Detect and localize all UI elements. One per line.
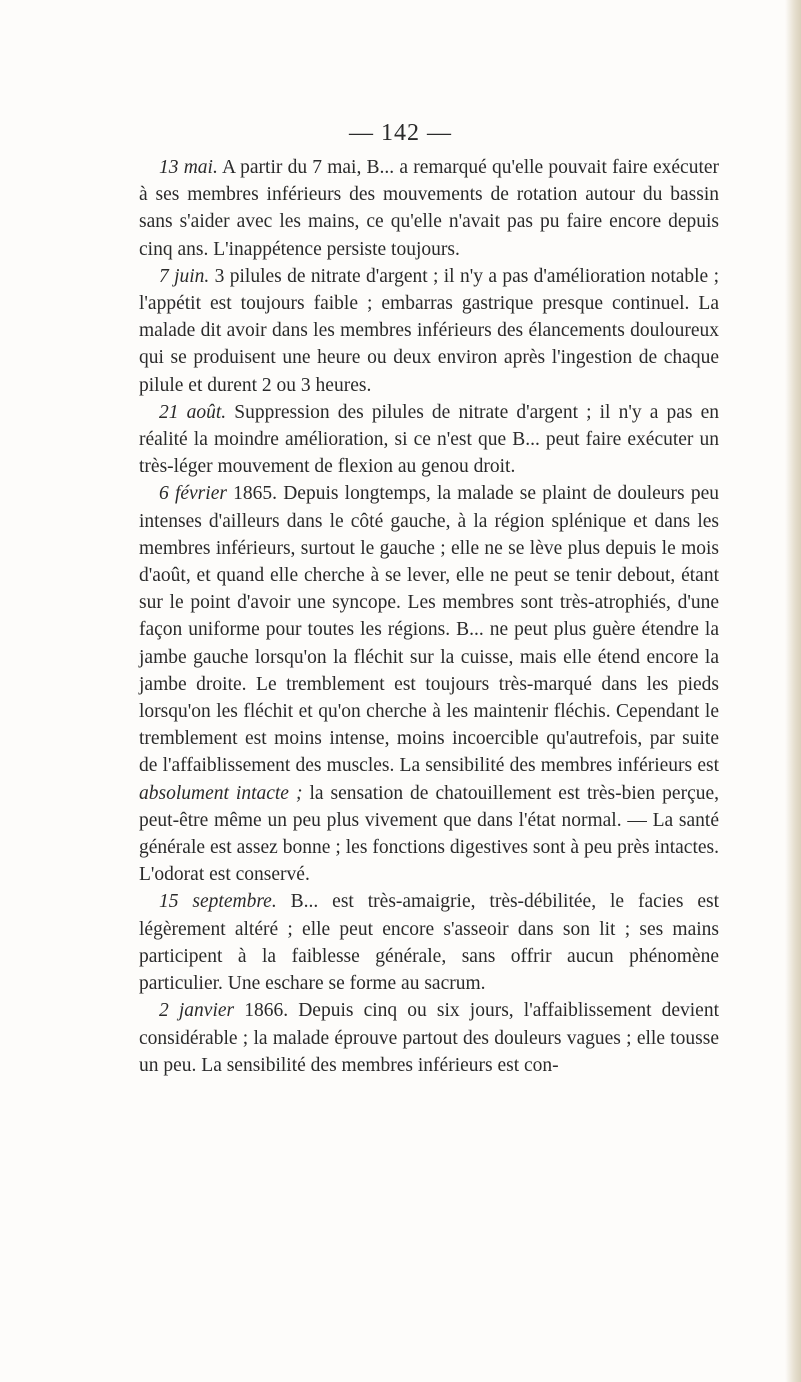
- entry-date: 15 septembre.: [159, 891, 277, 913]
- entry-text: 3 pilules de nitrate d'argent ; il n'y a pas d'amélioration notable ; l'appétit est toujours faible ; embarras gastrique presque continuel. La malade dit avoir dans les membres inférieurs des élancements douloureux qui se produisent une heure ou deux environ après l'ingestion de chaque pilule et durent 2 ou 3 heures.: [139, 265, 719, 396]
- entry-date: 13 mai.: [159, 157, 218, 178]
- paragraph-13-mai: [139, 154, 719, 263]
- entry-date: 6 février: [159, 483, 227, 505]
- page-edge: [785, 0, 801, 1382]
- entry-text: A partir du 7 mai, B... a remarqué qu'elle pouvait faire exécuter à ses membres inférieurs des mouvements de rotation autour du bassin sans s'aider avec les mains, ce qu'elle n'avait pas pu faire encore depuis cinq ans. L'inappétence persiste toujours.: [139, 157, 720, 260]
- entry-text: 1866. Depuis cinq ou six jours, l'affaiblissement devient considérable ; la malade éprouve partout des douleurs vagues ; elle tousse un peu. La sensibilité des membres inférieurs est con-: [139, 1000, 720, 1076]
- entry-text: Suppression des pilules de nitrate d'argent ; il n'y a pas en réalité la moindre amélioration, si ce n'est que B... peut faire exécuter un très-léger mouvement de flexion au genou droit.: [139, 401, 719, 478]
- paragraph-2-janvier: [139, 997, 719, 1079]
- paragraph-21-aout: [139, 399, 719, 481]
- body-text: [139, 128, 719, 1079]
- paragraph-6-fevrier: [139, 480, 719, 888]
- page-number: — 142 —: [349, 120, 452, 146]
- entry-text-continued: la sensation de chatouillement est très-bien perçue, peut-être même un peu plus vivement que dans l'état normal. — La santé générale est assez bonne ; les fonctions digestives sont à peu près intactes. L'odorat est conservé.: [139, 782, 719, 886]
- paragraph-15-septembre: [139, 888, 719, 997]
- entry-date: 7 juin.: [159, 265, 210, 287]
- entry-date: 21 août.: [159, 401, 227, 423]
- entry-text: 1865. Depuis longtemps, la malade se plaint de douleurs peu intenses d'ailleurs dans le côté gauche, à la région splénique et dans les membres inférieurs, surtout le gauche ; elle ne se lève plus depuis le mois d'août, et quand elle cherche à se lever, elle ne peut se tenir debout, étant sur le point d'avoir une syncope. Les membres sont très-atrophiés, d'une façon uniforme pour toutes les régions. B... ne peut plus guère étendre la jambe gauche lorsqu'on la fléchit sur la cuisse, mais elle étend encore la jambe droite. Le tremblement est toujours très-marqué dans les pieds lorsqu'on les fléchit et qu'on cherche à les maintenir fléchis. Cependant le tremblement est moins intense, moins incoercible qu'autrefois, par suite de l'affaiblissement des muscles. La sensibilité des membres inférieurs est: [139, 483, 719, 777]
- entry-text: B... est très-amaigrie, très-débilitée, le facies est légèrement altéré ; elle peut encore s'asseoir dans son lit ; ses mains participent à la faiblesse générale, sans offrir aucun phénomène particulier. Une eschare se forme au sacrum.: [139, 891, 720, 995]
- paragraph-7-juin: [139, 263, 719, 399]
- entry-date: 2 janvier: [159, 1000, 235, 1022]
- emphasis-text: absolument intacte ;: [139, 782, 303, 804]
